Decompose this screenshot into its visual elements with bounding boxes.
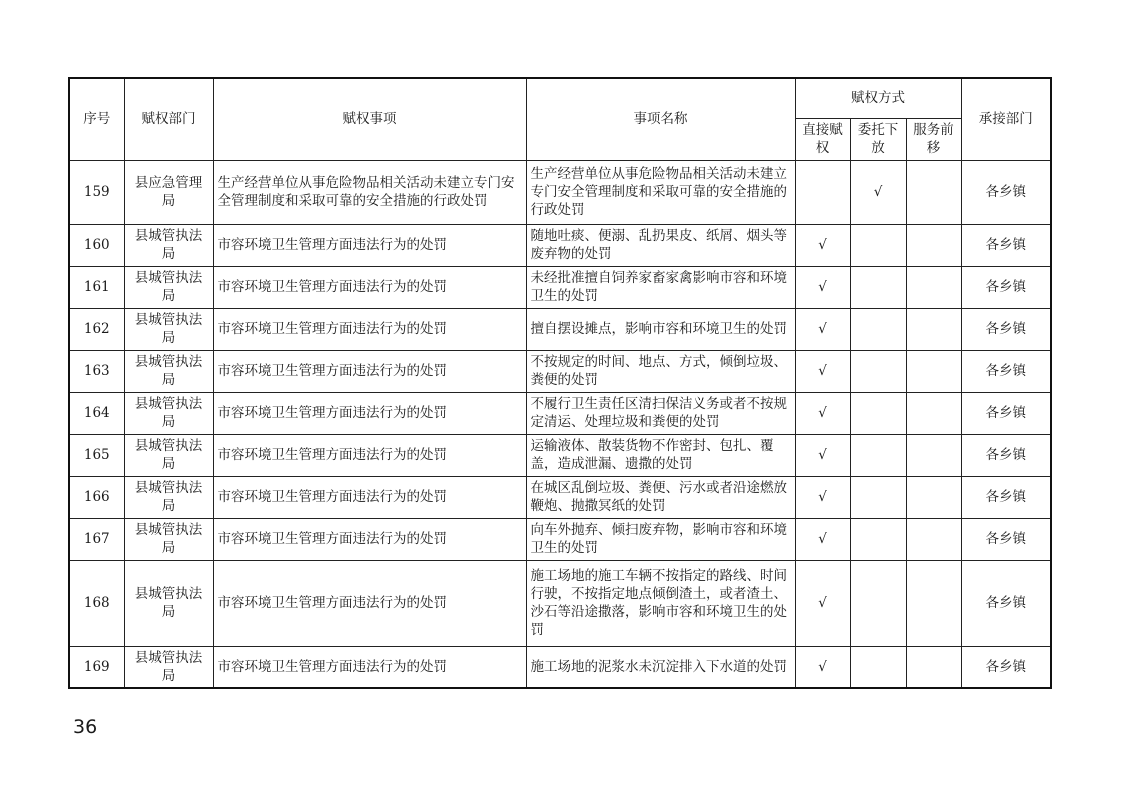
cell-name: 未经批准擅自饲养家畜家禽影响市容和环境卫生的处罚 bbox=[526, 266, 795, 308]
cell-name: 施工场地的施工车辆不按指定的路线、时间行驶，不按指定地点倾倒渣土，或者渣土、沙石等沿途撒落，影响市容和环境卫生的处罚 bbox=[526, 560, 795, 646]
cell-direct bbox=[795, 160, 850, 224]
cell-matter: 市容环境卫生管理方面违法行为的处罚 bbox=[213, 434, 526, 476]
cell-direct: √ bbox=[795, 266, 850, 308]
header-service: 服务前移 bbox=[906, 118, 961, 160]
cell-name: 施工场地的泥浆水未沉淀排入下水道的处罚 bbox=[526, 646, 795, 688]
cell-matter: 市容环境卫生管理方面违法行为的处罚 bbox=[213, 646, 526, 688]
cell-receiver: 各乡镇 bbox=[961, 476, 1051, 518]
cell-receiver: 各乡镇 bbox=[961, 646, 1051, 688]
cell-matter: 市容环境卫生管理方面违法行为的处罚 bbox=[213, 308, 526, 350]
header-method: 赋权方式 bbox=[795, 78, 961, 118]
cell-seq: 163 bbox=[69, 350, 124, 392]
cell-direct: √ bbox=[795, 224, 850, 266]
cell-name: 随地吐痰、便溺、乱扔果皮、纸屑、烟头等废弃物的处罚 bbox=[526, 224, 795, 266]
cell-direct: √ bbox=[795, 646, 850, 688]
cell-receiver: 各乡镇 bbox=[961, 392, 1051, 434]
cell-dept: 县城管执法局 bbox=[124, 518, 213, 560]
cell-entrust bbox=[850, 350, 906, 392]
cell-service bbox=[906, 476, 961, 518]
cell-matter: 市容环境卫生管理方面违法行为的处罚 bbox=[213, 560, 526, 646]
cell-entrust bbox=[850, 560, 906, 646]
cell-dept: 县城管执法局 bbox=[124, 646, 213, 688]
table-row bbox=[69, 560, 1051, 646]
header-entrust: 委托下放 bbox=[850, 118, 906, 160]
cell-direct: √ bbox=[795, 350, 850, 392]
cell-entrust: √ bbox=[850, 160, 906, 224]
table-row bbox=[69, 518, 1051, 560]
cell-matter: 市容环境卫生管理方面违法行为的处罚 bbox=[213, 266, 526, 308]
cell-service bbox=[906, 518, 961, 560]
cell-dept: 县城管执法局 bbox=[124, 308, 213, 350]
table-row bbox=[69, 160, 1051, 224]
cell-dept: 县城管执法局 bbox=[124, 266, 213, 308]
cell-seq: 169 bbox=[69, 646, 124, 688]
cell-dept: 县城管执法局 bbox=[124, 476, 213, 518]
cell-seq: 165 bbox=[69, 434, 124, 476]
cell-service bbox=[906, 266, 961, 308]
cell-service bbox=[906, 350, 961, 392]
cell-entrust bbox=[850, 266, 906, 308]
cell-receiver: 各乡镇 bbox=[961, 560, 1051, 646]
cell-matter: 市容环境卫生管理方面违法行为的处罚 bbox=[213, 518, 526, 560]
cell-dept: 县城管执法局 bbox=[124, 434, 213, 476]
page-number: 36 bbox=[73, 716, 98, 738]
cell-seq: 168 bbox=[69, 560, 124, 646]
header-direct: 直接赋权 bbox=[795, 118, 850, 160]
cell-direct: √ bbox=[795, 434, 850, 476]
cell-name: 不履行卫生责任区清扫保洁义务或者不按规定清运、处理垃圾和粪便的处罚 bbox=[526, 392, 795, 434]
cell-direct: √ bbox=[795, 392, 850, 434]
table-row bbox=[69, 308, 1051, 350]
table-row bbox=[69, 266, 1051, 308]
cell-entrust bbox=[850, 476, 906, 518]
cell-matter: 市容环境卫生管理方面违法行为的处罚 bbox=[213, 476, 526, 518]
cell-dept: 县应急管理局 bbox=[124, 160, 213, 224]
cell-direct: √ bbox=[795, 518, 850, 560]
cell-receiver: 各乡镇 bbox=[961, 308, 1051, 350]
cell-service bbox=[906, 646, 961, 688]
cell-service bbox=[906, 160, 961, 224]
cell-entrust bbox=[850, 224, 906, 266]
cell-entrust bbox=[850, 392, 906, 434]
table-row bbox=[69, 434, 1051, 476]
cell-matter: 市容环境卫生管理方面违法行为的处罚 bbox=[213, 392, 526, 434]
cell-name: 不按规定的时间、地点、方式，倾倒垃圾、粪便的处罚 bbox=[526, 350, 795, 392]
cell-dept: 县城管执法局 bbox=[124, 560, 213, 646]
cell-receiver: 各乡镇 bbox=[961, 266, 1051, 308]
cell-direct: √ bbox=[795, 308, 850, 350]
cell-entrust bbox=[850, 646, 906, 688]
cell-service bbox=[906, 224, 961, 266]
cell-name: 擅自摆设摊点，影响市容和环境卫生的处罚 bbox=[526, 308, 795, 350]
cell-seq: 162 bbox=[69, 308, 124, 350]
cell-seq: 161 bbox=[69, 266, 124, 308]
authorization-table bbox=[68, 77, 1052, 689]
cell-seq: 167 bbox=[69, 518, 124, 560]
cell-seq: 159 bbox=[69, 160, 124, 224]
cell-name: 在城区乱倒垃圾、粪便、污水或者沿途燃放鞭炮、抛撒冥纸的处罚 bbox=[526, 476, 795, 518]
cell-receiver: 各乡镇 bbox=[961, 160, 1051, 224]
cell-dept: 县城管执法局 bbox=[124, 392, 213, 434]
cell-matter: 市容环境卫生管理方面违法行为的处罚 bbox=[213, 350, 526, 392]
cell-service bbox=[906, 434, 961, 476]
header-dept: 赋权部门 bbox=[124, 78, 213, 160]
cell-entrust bbox=[850, 518, 906, 560]
cell-entrust bbox=[850, 434, 906, 476]
table-row bbox=[69, 350, 1051, 392]
table-row bbox=[69, 224, 1051, 266]
cell-matter: 生产经营单位从事危险物品相关活动未建立专门安全管理制度和采取可靠的安全措施的行政处罚 bbox=[213, 160, 526, 224]
cell-entrust bbox=[850, 308, 906, 350]
cell-seq: 164 bbox=[69, 392, 124, 434]
cell-dept: 县城管执法局 bbox=[124, 350, 213, 392]
cell-receiver: 各乡镇 bbox=[961, 434, 1051, 476]
table-row bbox=[69, 392, 1051, 434]
cell-dept: 县城管执法局 bbox=[124, 224, 213, 266]
cell-receiver: 各乡镇 bbox=[961, 224, 1051, 266]
cell-name: 生产经营单位从事危险物品相关活动未建立专门安全管理制度和采取可靠的安全措施的行政处罚 bbox=[526, 160, 795, 224]
cell-receiver: 各乡镇 bbox=[961, 518, 1051, 560]
cell-matter: 市容环境卫生管理方面违法行为的处罚 bbox=[213, 224, 526, 266]
header-seq: 序号 bbox=[69, 78, 124, 160]
cell-service bbox=[906, 560, 961, 646]
table-row bbox=[69, 476, 1051, 518]
cell-seq: 166 bbox=[69, 476, 124, 518]
cell-name: 向车外抛弃、倾扫废弃物，影响市容和环境卫生的处罚 bbox=[526, 518, 795, 560]
cell-name: 运输液体、散装货物不作密封、包扎、覆盖，造成泄漏、遗撒的处罚 bbox=[526, 434, 795, 476]
cell-receiver: 各乡镇 bbox=[961, 350, 1051, 392]
table-row bbox=[69, 646, 1051, 688]
header-matter: 赋权事项 bbox=[213, 78, 526, 160]
header-name: 事项名称 bbox=[526, 78, 795, 160]
cell-service bbox=[906, 392, 961, 434]
cell-seq: 160 bbox=[69, 224, 124, 266]
header-receiver: 承接部门 bbox=[961, 78, 1051, 160]
cell-direct: √ bbox=[795, 560, 850, 646]
cell-direct: √ bbox=[795, 476, 850, 518]
cell-service bbox=[906, 308, 961, 350]
